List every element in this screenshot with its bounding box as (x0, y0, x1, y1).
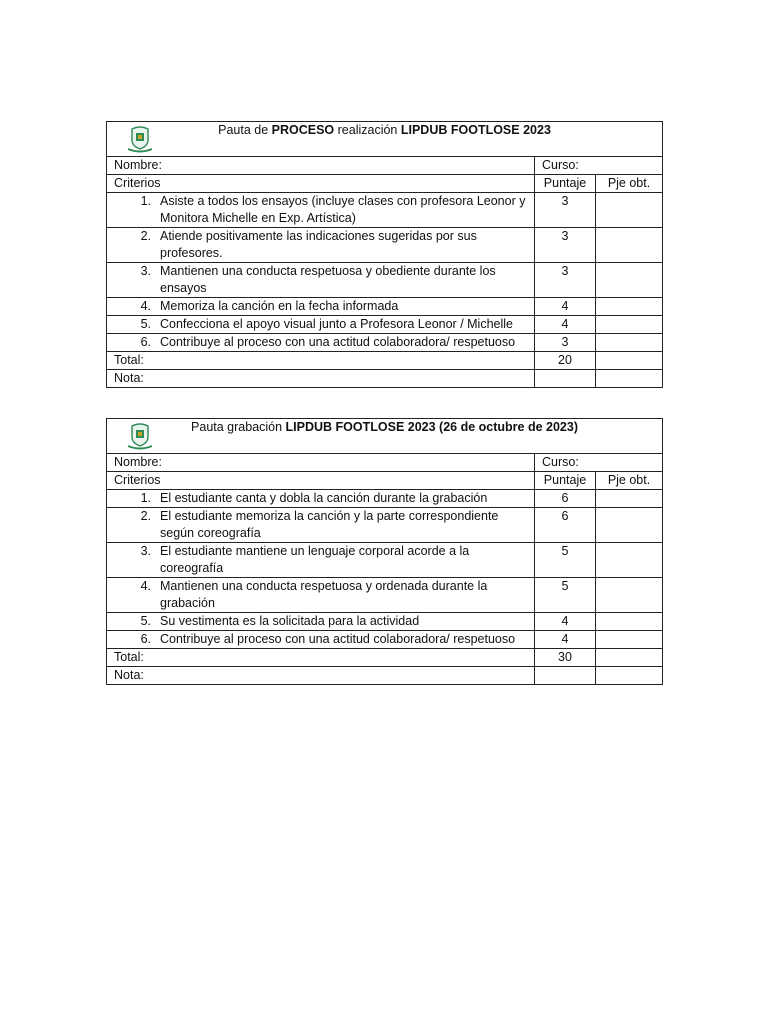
table-title (107, 419, 662, 436)
puntaje-header: Puntaje (535, 175, 596, 193)
title-part-bold: LIPDUB FOOTLOSE 2023 (400, 123, 551, 137)
criterion-number: 5. (140, 614, 151, 628)
criterion-text: Memoriza la canción en la fecha informada (160, 299, 399, 313)
school-crest-icon (127, 125, 153, 153)
pje-obt-header: Pje obt. (596, 175, 663, 193)
criterion-number: 4. (140, 299, 151, 313)
criterion-text: Su vestimenta es la solicitada para la actividad (160, 614, 420, 628)
criterion-number: 6. (140, 632, 151, 646)
nombre-label: Nombre: (107, 454, 535, 472)
table-row (107, 316, 663, 334)
title-part: Pauta grabación (191, 420, 286, 434)
title-part-bold: PROCESO (271, 123, 335, 137)
curso-label: Curso: (535, 157, 663, 175)
table-title (107, 122, 662, 139)
table-row (107, 228, 663, 263)
school-crest-icon (127, 422, 153, 450)
criterion-points: 4 (535, 613, 596, 631)
criterion-points: 4 (535, 316, 596, 334)
criterion-points: 3 (535, 263, 596, 298)
rubric-table-proceso (106, 121, 663, 388)
score-cell[interactable] (596, 193, 663, 228)
total-label: Total: (107, 649, 535, 667)
table-title-cell (107, 122, 663, 157)
criterion-text: Asiste a todos los ensayos (incluye clases con profesora Leonor y Monitora Michelle en Exp. Artística) (160, 194, 526, 225)
title-part: realización (334, 123, 401, 137)
criterion-points: 5 (535, 543, 596, 578)
criterion-text: Contribuye al proceso con una actitud colaboradora/ respetuoso (160, 335, 516, 349)
table-row (107, 508, 663, 543)
criterion-points: 6 (535, 508, 596, 543)
criterion-number: 3. (140, 544, 151, 558)
criterion-number: 1. (140, 491, 151, 505)
total-score-cell[interactable] (596, 352, 663, 370)
score-cell[interactable] (596, 508, 663, 543)
table-row (107, 613, 663, 631)
score-cell[interactable] (596, 543, 663, 578)
criterion-points: 6 (535, 490, 596, 508)
criterion-number: 5. (140, 317, 151, 331)
criterion-points: 3 (535, 334, 596, 352)
score-cell[interactable] (596, 316, 663, 334)
title-part: Pauta de (218, 123, 272, 137)
criterion-text: El estudiante memoriza la canción y la parte correspondiente según coreografía (160, 509, 499, 540)
score-cell[interactable] (596, 613, 663, 631)
nota-label: Nota: (107, 667, 535, 685)
table-row (107, 543, 663, 578)
criterion-text: Confecciona el apoyo visual junto a Profesora Leonor / Michelle (160, 317, 513, 331)
curso-label: Curso: (535, 454, 663, 472)
criterion-text: Contribuye al proceso con una actitud colaboradora/ respetuoso (160, 632, 516, 646)
criterion-points: 5 (535, 578, 596, 613)
total-score-cell[interactable] (596, 649, 663, 667)
pje-obt-header: Pje obt. (596, 472, 663, 490)
criterion-points: 4 (535, 298, 596, 316)
puntaje-header: Puntaje (535, 472, 596, 490)
score-cell[interactable] (596, 490, 663, 508)
score-cell[interactable] (596, 263, 663, 298)
score-cell[interactable] (596, 228, 663, 263)
table-row (107, 193, 663, 228)
title-part-bold: LIPDUB FOOTLOSE 2023 (26 de octubre de 2023) (285, 420, 578, 434)
table-row (107, 263, 663, 298)
score-cell[interactable] (596, 631, 663, 649)
criterion-number: 6. (140, 335, 151, 349)
criterion-number: 3. (140, 264, 151, 278)
criterion-text: Mantienen una conducta respetuosa y obediente durante los ensayos (160, 264, 496, 295)
criterion-points: 3 (535, 228, 596, 263)
table-row (107, 578, 663, 613)
nombre-label: Nombre: (107, 157, 535, 175)
criterios-header: Criterios (107, 175, 535, 193)
total-label: Total: (107, 352, 535, 370)
table-row (107, 490, 663, 508)
criterion-text: Mantienen una conducta respetuosa y ordenada durante la grabación (160, 579, 488, 610)
total-value: 30 (535, 649, 596, 667)
nota-label: Nota: (107, 370, 535, 388)
table-row (107, 334, 663, 352)
nota-cell[interactable] (535, 667, 596, 685)
criterion-text: El estudiante canta y dobla la canción durante la grabación (160, 491, 488, 505)
criterion-text: Atiende positivamente las indicaciones sugeridas por sus profesores. (160, 229, 477, 260)
nota-score-cell[interactable] (596, 370, 663, 388)
nota-score-cell[interactable] (596, 667, 663, 685)
criterion-points: 4 (535, 631, 596, 649)
total-value: 20 (535, 352, 596, 370)
table-row (107, 631, 663, 649)
criterion-number: 2. (140, 229, 151, 243)
table-row (107, 298, 663, 316)
score-cell[interactable] (596, 334, 663, 352)
criterion-points: 3 (535, 193, 596, 228)
score-cell[interactable] (596, 298, 663, 316)
criterios-header: Criterios (107, 472, 535, 490)
table-title-cell (107, 419, 663, 454)
criterion-number: 1. (140, 194, 151, 208)
criterion-number: 4. (140, 579, 151, 593)
nota-cell[interactable] (535, 370, 596, 388)
criterion-number: 2. (140, 509, 151, 523)
criterion-text: El estudiante mantiene un lenguaje corporal acorde a la coreografía (160, 544, 470, 575)
score-cell[interactable] (596, 578, 663, 613)
rubric-table-grabacion (106, 418, 663, 685)
